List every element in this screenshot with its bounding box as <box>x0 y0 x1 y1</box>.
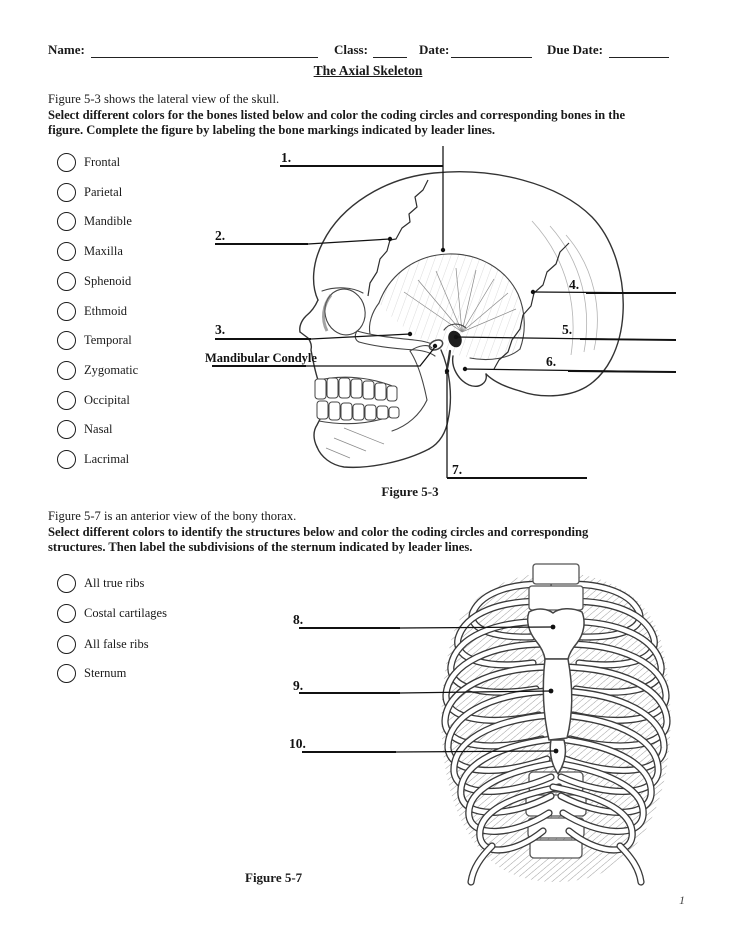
structure-list-item <box>57 603 167 623</box>
leader-line-7 <box>445 369 587 478</box>
coding-circle-costal-cartilages[interactable] <box>57 604 76 623</box>
bone-list-item <box>57 211 132 231</box>
coding-circle-sternum[interactable] <box>57 664 76 683</box>
bone-label: Parietal <box>84 184 123 199</box>
structure-list-item <box>57 663 126 683</box>
vertebral-column-upper <box>529 564 583 610</box>
leader-label-5: 5. <box>562 322 573 337</box>
bone-label: Frontal <box>84 154 121 169</box>
thorax-instructions-line-1: Select different colors to identify the structures below and color the coding circles and corresponding <box>48 524 589 539</box>
name-blank[interactable] <box>91 43 318 58</box>
date-label: Date: <box>419 42 450 57</box>
figure-5-3-skull-illustration <box>195 138 695 493</box>
leader-label-3: 3. <box>215 322 226 337</box>
coding-circle-zygomatic[interactable] <box>57 361 76 380</box>
bone-label: Lacrimal <box>84 451 130 466</box>
thorax-intro: Figure 5-7 is an anterior view of the bony thorax. <box>48 509 297 523</box>
coding-circle-true-ribs[interactable] <box>57 574 76 593</box>
skull-instructions-line-2: figure. Complete the figure by labeling the bone markings indicated by leader lines. <box>48 123 496 138</box>
bone-list-item <box>57 360 138 380</box>
sternum-body <box>543 659 571 740</box>
bone-label: Maxilla <box>84 243 123 258</box>
coding-circle-maxilla[interactable] <box>57 242 76 261</box>
leader-line-mandibular-condyle <box>205 344 437 366</box>
leader-label-8: 8. <box>293 612 304 627</box>
structure-list-item <box>57 634 149 654</box>
leader-label-2: 2. <box>215 228 226 243</box>
bone-list-item <box>57 271 131 291</box>
bone-list-item <box>57 182 122 202</box>
bone-label: Sphenoid <box>84 273 132 288</box>
bone-label: Temporal <box>84 332 132 347</box>
answer-blank-5[interactable] <box>580 339 676 340</box>
page-title: The Axial Skeleton <box>313 63 423 78</box>
leader-line-2 <box>215 228 392 244</box>
bone-label: Nasal <box>84 421 113 436</box>
leader-label-1: 1. <box>281 150 292 165</box>
class-blank[interactable] <box>373 43 407 58</box>
leader-label-10: 10. <box>289 736 306 751</box>
leader-label-6: 6. <box>546 354 557 369</box>
structure-label: Sternum <box>84 665 127 680</box>
class-label: Class: <box>334 42 368 57</box>
due-date-label: Due Date: <box>547 42 603 57</box>
structure-label: Costal cartilages <box>84 605 167 620</box>
coding-circle-temporal[interactable] <box>57 331 76 350</box>
bone-label: Mandible <box>84 213 132 228</box>
bone-label: Zygomatic <box>84 362 139 377</box>
leader-label-4: 4. <box>569 277 580 292</box>
bone-list-item <box>57 330 132 350</box>
coding-circle-frontal[interactable] <box>57 153 76 172</box>
skull-section-text <box>48 92 698 139</box>
bone-list-item <box>57 301 127 321</box>
structure-list-item <box>57 573 144 593</box>
coding-circle-ethmoid[interactable] <box>57 302 76 321</box>
page-number: 1 <box>679 893 685 907</box>
leader-label-7: 7. <box>452 462 463 477</box>
answer-blank-6[interactable] <box>568 371 676 372</box>
bone-list-item <box>57 390 130 410</box>
coding-circle-false-ribs[interactable] <box>57 635 76 654</box>
coding-circle-sphenoid[interactable] <box>57 272 76 291</box>
date-blank[interactable] <box>451 43 532 58</box>
bone-list-item <box>57 419 112 439</box>
leader-line-4 <box>531 277 676 294</box>
coding-circle-occipital[interactable] <box>57 391 76 410</box>
due-date-blank[interactable] <box>609 43 669 58</box>
bone-list-item <box>57 241 123 261</box>
name-label: Name: <box>48 42 85 57</box>
bone-list-item <box>57 449 129 469</box>
thorax-instructions-line-2: structures. Then label the subdivisions of the sternum indicated by leader lines. <box>48 540 473 555</box>
leader-label-9: 9. <box>293 678 304 693</box>
figure-5-7-caption: Figure 5-7 <box>245 870 303 885</box>
figure-5-3-caption: Figure 5-3 <box>381 484 439 499</box>
coding-circle-mandible[interactable] <box>57 212 76 231</box>
thorax-section-text <box>48 509 668 556</box>
skull-intro: Figure 5-3 shows the lateral view of the skull. <box>48 92 280 106</box>
structure-label: All true ribs <box>84 575 145 590</box>
bone-label: Ethmoid <box>84 303 128 318</box>
figure-5-7-thorax-illustration <box>280 556 710 890</box>
coding-circle-lacrimal[interactable] <box>57 450 76 469</box>
bone-label: Occipital <box>84 392 130 407</box>
skull-instructions-line-1: Select different colors for the bones listed below and color the coding circles and corresponding bones in the <box>48 107 626 122</box>
coding-circle-parietal[interactable] <box>57 183 76 202</box>
mandibular-condyle-label: Mandibular Condyle <box>205 351 317 365</box>
rib-cage-drawing <box>441 564 670 882</box>
skull-drawing <box>300 172 623 468</box>
bone-list-item <box>57 152 120 172</box>
structure-label: All false ribs <box>84 636 149 651</box>
coding-circle-nasal[interactable] <box>57 420 76 439</box>
